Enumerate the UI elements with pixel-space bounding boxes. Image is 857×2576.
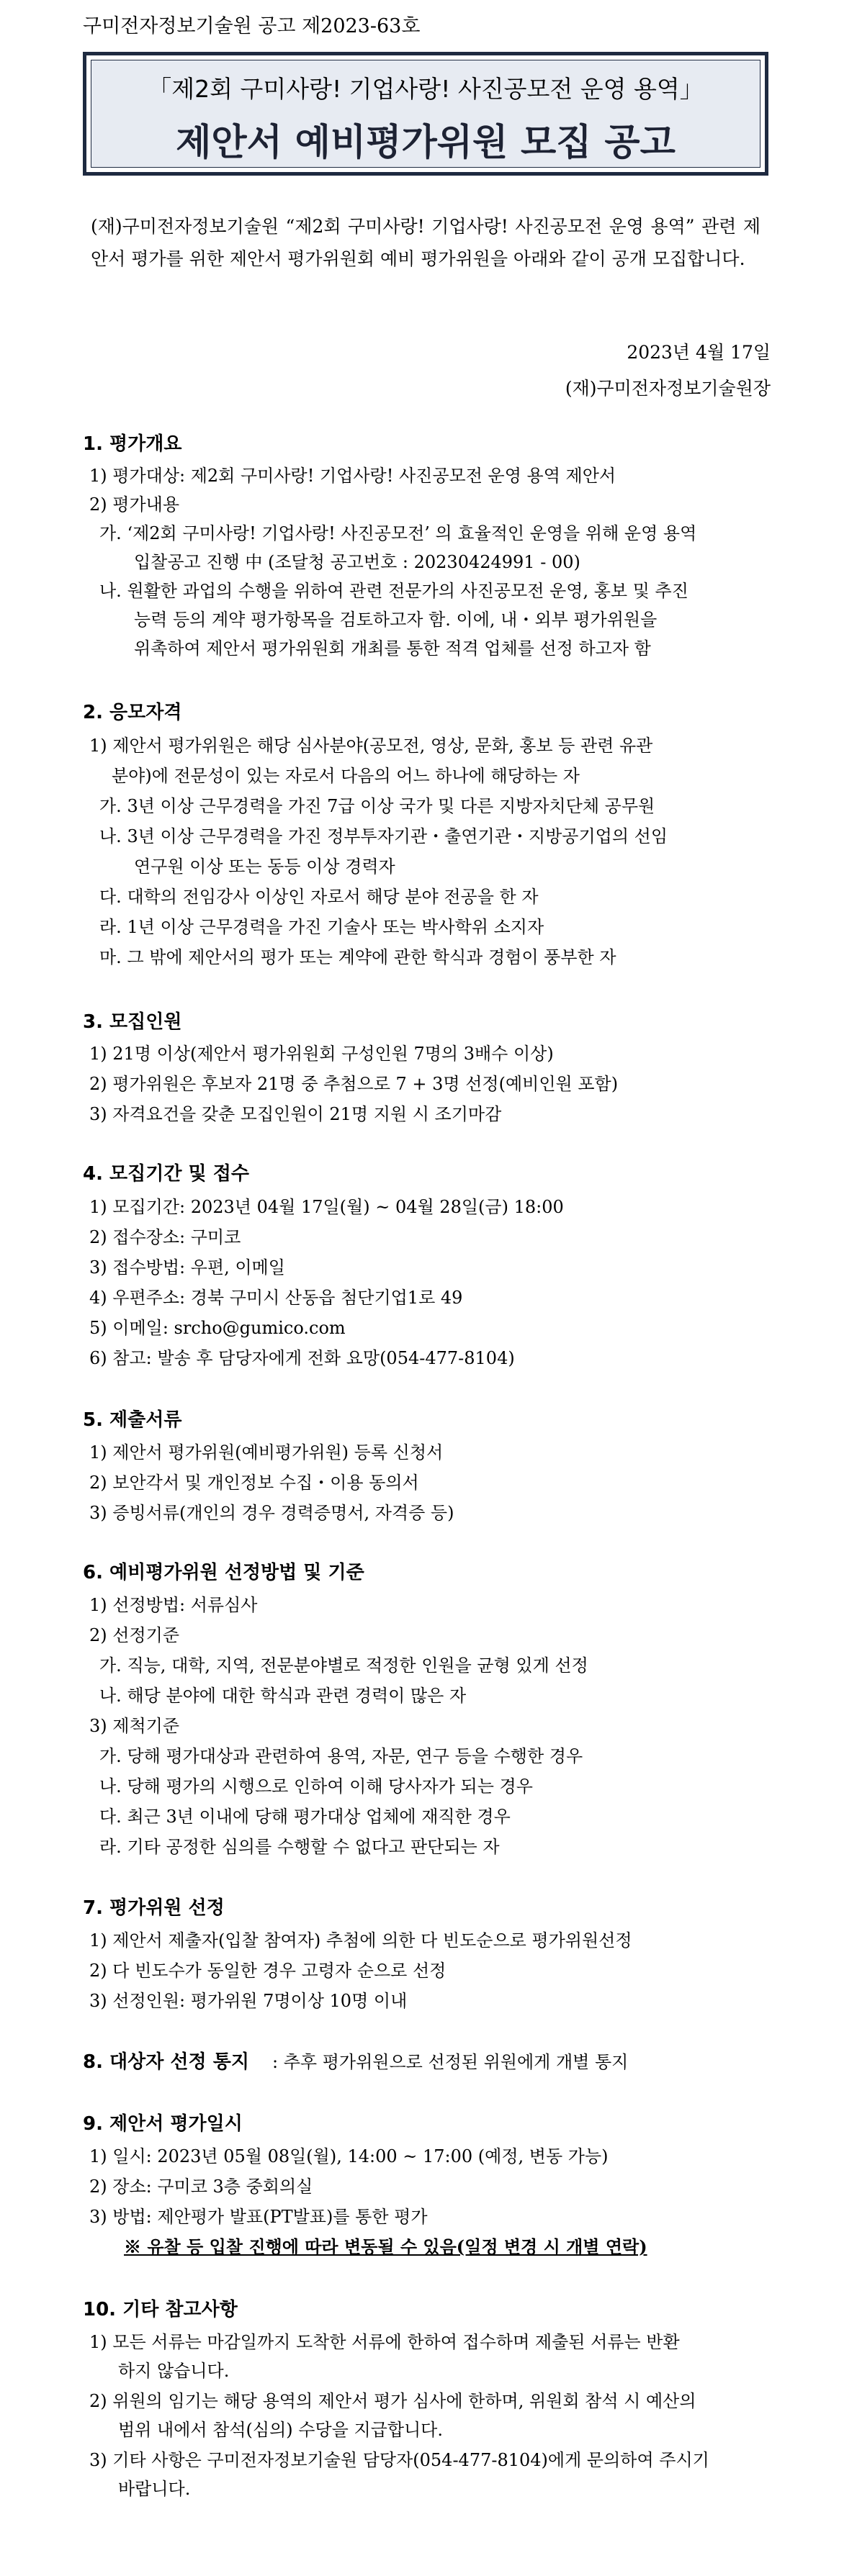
list-item: 3) 접수방법: 우편, 이메일 — [89, 1257, 285, 1278]
section-heading: 7. 평가위원 선정 — [83, 1897, 225, 1919]
list-item: 3) 자격요건을 갖춘 모집인원이 21명 지원 시 조기마감 — [89, 1104, 502, 1124]
list-item: 가. ‘제2회 구미사랑! 기업사랑! 사진공모전’ 의 효율적인 운영을 위해 운영 용역 — [99, 523, 697, 543]
notice-date: 2023년 4월 17일 — [627, 342, 771, 363]
list-item: 3) 선정인원: 평가위원 7명이상 10명 이내 — [89, 1991, 408, 2011]
list-item: 범위 내에서 참석(심의) 수당을 지급합니다. — [118, 2420, 443, 2440]
list-item: 1) 모집기간: 2023년 04월 17일(월) ~ 04월 28일(금) 18:00 — [89, 1197, 564, 1217]
section-heading: 5. 제출서류 — [83, 1409, 182, 1431]
list-item: 다. 최근 3년 이내에 당해 평가대상 업체에 재직한 경우 — [99, 1807, 511, 1827]
schedule-change-note: ※ 유찰 등 입찰 진행에 따라 변동될 수 있음(일정 변경 시 개별 연락) — [124, 2236, 647, 2257]
list-item: 1) 평가대상: 제2회 구미사랑! 기업사랑! 사진공모전 운영 용역 제안서 — [89, 466, 616, 486]
list-item: 1) 일시: 2023년 05월 08일(월), 14:00 ~ 17:00 (예정, 변동 가능) — [89, 2146, 609, 2166]
list-item: 나. 원활한 과업의 수행을 위하여 관련 전문가의 사진공모전 운영, 홍보 및 추진 — [99, 581, 688, 601]
list-item: 3) 방법: 제안평가 발표(PT발표)를 통한 평가 — [89, 2207, 428, 2227]
issuing-organization: (재)구미전자정보기술원장 — [565, 378, 771, 399]
intro-paragraph: (재)구미전자정보기술원 “제2회 구미사랑! 기업사랑! 사진공모전 운영 용역” 관련 제안서 평가를 위한 제안서 평가위원회 예비 평가위원을 아래와 같이 공개 모집합니다. — [91, 216, 760, 269]
list-item: 나. 해당 분야에 대한 학식과 관련 경력이 많은 자 — [99, 1686, 467, 1706]
list-item: 2) 다 빈도수가 동일한 경우 고령자 순으로 선정 — [89, 1961, 447, 1981]
list-item: 3) 제척기준 — [89, 1716, 179, 1736]
list-item: 나. 당해 평가의 시행으로 인하여 이해 당사자가 되는 경우 — [99, 1776, 533, 1797]
list-item: 2) 접수장소: 구미코 — [89, 1227, 241, 1247]
section-heading: 8. 대상자 선정 통지 — [83, 2051, 249, 2073]
list-item: 입찰공고 진행 中 (조달청 공고번호 : 20230424991 - 00) — [134, 552, 580, 572]
list-item: 2) 보안각서 및 개인정보 수집・이용 동의서 — [89, 1473, 419, 1493]
list-item: 1) 선정방법: 서류심사 — [89, 1595, 258, 1615]
list-item: 2) 선정기준 — [89, 1625, 179, 1645]
list-item: 1) 제안서 제출자(입찰 참여자) 추첨에 의한 다 빈도순으로 평가위원선정 — [89, 1930, 632, 1951]
title-box — [83, 52, 768, 176]
title-box-inner — [91, 60, 760, 168]
section-inline-text: : 추후 평가위원으로 선정된 위원에게 개별 통지 — [272, 2052, 629, 2072]
list-item: 라. 기타 공정한 심의를 수행할 수 없다고 판단되는 자 — [99, 1837, 500, 1857]
list-item: 바랍니다. — [118, 2479, 191, 2499]
list-item: 가. 당해 평가대상과 관련하여 용역, 자문, 연구 등을 수행한 경우 — [99, 1746, 583, 1766]
list-item: 분야)에 전문성이 있는 자로서 다음의 어느 하나에 해당하는 자 — [112, 766, 580, 786]
list-item: 하지 않습니다. — [118, 2361, 230, 2381]
list-item: 3) 기타 사항은 구미전자정보기술원 담당자(054-477-8104)에게 문의하여 주시기 — [89, 2450, 709, 2470]
project-subtitle: 「제2회 구미사랑! 기업사랑! 사진공모전 운영 용역」 — [148, 75, 704, 103]
list-item: 2) 장소: 구미코 3층 중회의실 — [89, 2177, 313, 2197]
list-item: 1) 제안서 평가위원(예비평가위원) 등록 신청서 — [89, 1442, 444, 1463]
notice-title: 제안서 예비평가위원 모집 공고 — [176, 122, 676, 164]
section-heading: 4. 모집기간 및 접수 — [83, 1163, 249, 1185]
section-heading: 2. 응모자격 — [83, 702, 182, 723]
list-item: 1) 모든 서류는 마감일까지 도착한 서류에 한하여 접수하며 제출된 서류는 반환 — [89, 2332, 680, 2352]
list-item: 1) 21명 이상(제안서 평가위원회 구성인원 7명의 3배수 이상) — [89, 1044, 554, 1064]
section-heading: 9. 제안서 평가일시 — [83, 2113, 243, 2135]
list-item: 5) 이메일: srcho@gumico.com — [89, 1318, 346, 1338]
list-item: 마. 그 밖에 제안서의 평가 또는 계약에 관한 학식과 경험이 풍부한 자 — [99, 947, 616, 967]
list-item: 4) 우편주소: 경북 구미시 산동읍 첨단기업1로 49 — [89, 1288, 463, 1308]
list-item: 가. 직능, 대학, 지역, 전문분야별로 적정한 인원을 균형 있게 선정 — [99, 1655, 588, 1676]
list-item: 라. 1년 이상 근무경력을 가진 기술사 또는 박사학위 소지자 — [99, 917, 544, 937]
section-heading: 3. 모집인원 — [83, 1011, 182, 1033]
list-item: 다. 대학의 전임강사 이상인 자로서 해당 분야 전공을 한 자 — [99, 887, 539, 907]
section-heading: 6. 예비평가위원 선정방법 및 기준 — [83, 1562, 364, 1583]
list-item: 능력 등의 계약 평가항목을 검토하고자 함. 이에, 내・외부 평가위원을 — [134, 610, 658, 630]
section-heading: 1. 평가개요 — [83, 433, 182, 455]
notice-number: 구미전자정보기술원 공고 제2023-63호 — [83, 15, 421, 37]
list-item: 6) 참고: 발송 후 담당자에게 전화 요망(054-477-8104) — [89, 1348, 515, 1368]
section-heading: 10. 기타 참고사항 — [83, 2299, 238, 2320]
list-item: 나. 3년 이상 근무경력을 가진 정부투자기관・출연기관・지방공기업의 선임 — [99, 826, 668, 846]
list-item: 위촉하여 제안서 평가위원회 개최를 통한 적격 업체를 선정 하고자 함 — [134, 638, 651, 659]
list-item: 2) 위원의 임기는 해당 용역의 제안서 평가 심사에 한하며, 위원회 참석 시 예산의 — [89, 2391, 696, 2411]
list-item: 연구원 이상 또는 동등 이상 경력자 — [134, 857, 395, 877]
list-item: 가. 3년 이상 근무경력을 가진 7급 이상 국가 및 다른 지방자치단체 공무원 — [99, 796, 655, 816]
list-item: 3) 증빙서류(개인의 경우 경력증명서, 자격증 등) — [89, 1503, 454, 1523]
list-item: 1) 제안서 평가위원은 해당 심사분야(공모전, 영상, 문화, 홍보 등 관련 유관 — [89, 736, 653, 756]
list-item: 2) 평가내용 — [89, 494, 179, 515]
list-item: 2) 평가위원은 후보자 21명 중 추첨으로 7 + 3명 선정(예비인원 포함) — [89, 1074, 619, 1094]
